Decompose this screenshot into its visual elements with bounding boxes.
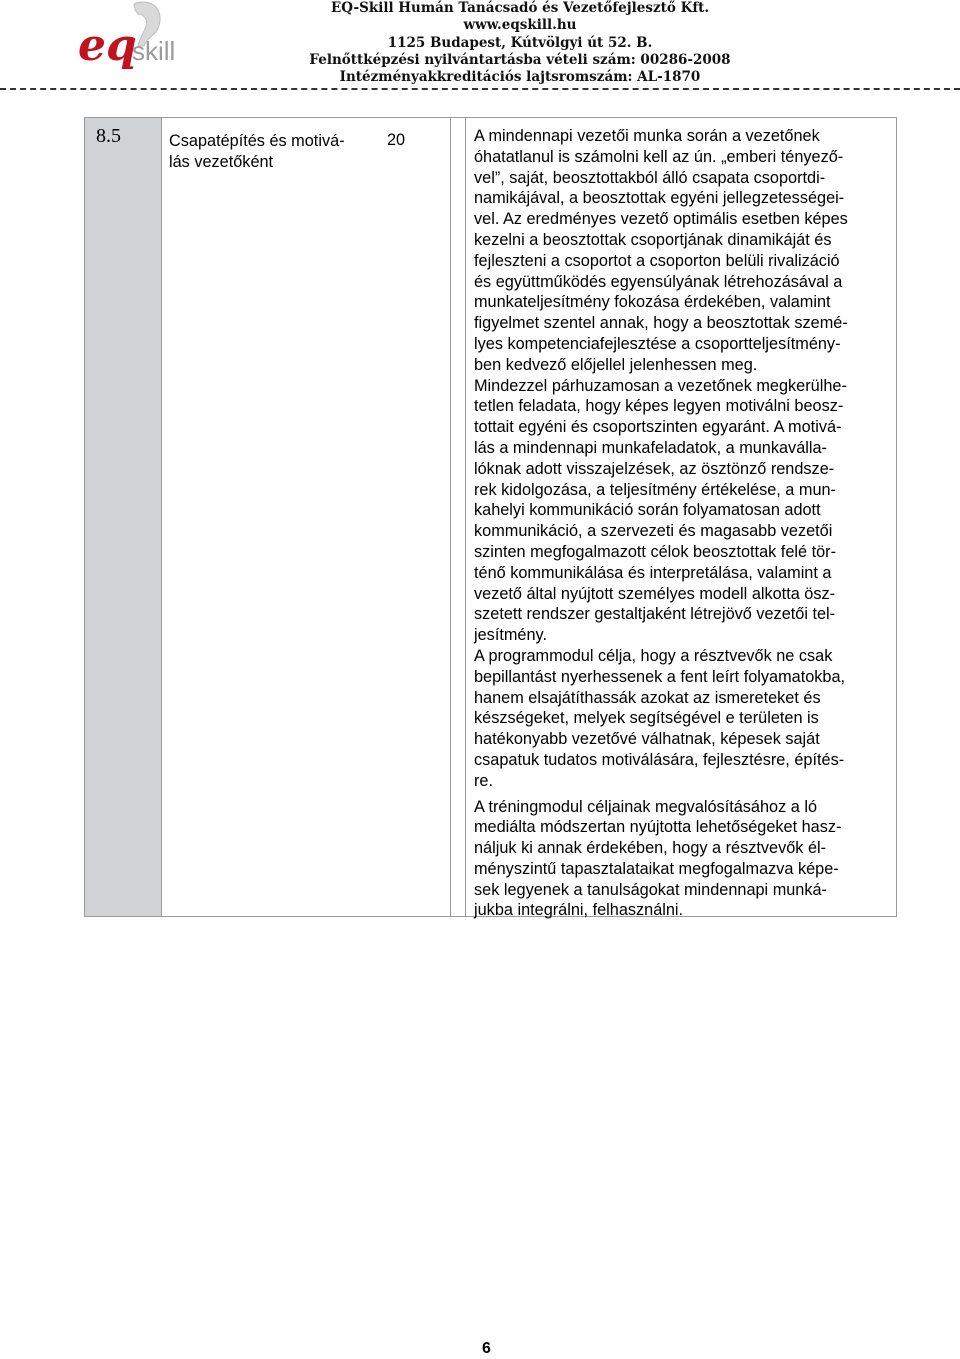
org-registration: Felnőttképzési nyilvántartásba vételi szám: 00286-2008 <box>309 51 731 68</box>
row-hours: 20 <box>387 131 406 149</box>
row-title: Csapatépítés és motivá- lás vezetőként <box>169 132 345 171</box>
org-address: 1125 Budapest, Kútvölgyi út 52. B. <box>387 34 653 51</box>
org-accreditation: Intézményakkreditációs lajtsromszám: AL-1870 <box>339 69 701 86</box>
org-website: www.eqskill.hu <box>463 17 577 34</box>
page-number: 6 <box>482 1340 491 1357</box>
description-paragraph: A programmodul célja, hogy a résztvevők ne csak bepillantást nyerhessenek a fent leírt folyamatokba, hanem elsajátíthassák azokat az ismereteket és készségeket, melyek segítségével e területen is hatékonyabb vezetővé válhatnak, képesek saját csapatuk tudatos motiválására, fejlesztésre, építés- re. <box>474 646 846 790</box>
org-name: EQ-Skill Humán Tanácsadó és Vezetőfejlesztő Kft. <box>330 0 710 16</box>
row-number: 8.5 <box>96 125 121 147</box>
logo-eq-text: eq <box>78 20 137 71</box>
row-number-cell <box>85 118 162 916</box>
row-divider-cell <box>451 118 466 916</box>
description-paragraph: A mindennapi vezetői munka során a vezetőnek óhatatlanul is számolni kell az ún. „emberi tényező- vel”, saját, beosztottakból álló csapata csoportdi- namikájával, a beosztottak egyéni jellegzetességei- vel. Az eredményes vezető optimális esetben képes kezelni a beosztottak csoportjának dinamikáját és fejleszteni a csoportot a csoporton belüli rivalizáció és együttműködés egyensúlyának létrehozásával a munkateljesítmény fokozása érdekében, valamint figyelmet szentel annak, hogy a beosztottak szemé- lyes kompetenciafejlesztése a csoportteljesítmény- ben kedvező előjellel jelenhessen meg. <box>474 127 848 374</box>
row-description <box>474 126 887 921</box>
header-divider <box>0 88 960 90</box>
description-paragraph: Mindezzel párhuzamosan a vezetőnek megkerülhe- tetlen feladata, hogy képes legyen motiválni beosz- tottait egyéni és csoportszinten egyaránt. A motivá- lás a mindennapi munkafeladatok, a munkaválla- lóknak adott visszajelzések, az ösztönző rendsze- rek kidolgozása, a teljesítmény értékelése, a mun- kahelyi kommunikáció során folyamatosan adott kommunikáció, a szervezeti és magasabb vezetői szinten megfogalmazott célok beosztottak felé tör- ténő kommunikálása és interpretálása, valamint a vezető által nyújtott személyes modell alkotta ösz- szetett rendszer gestaltjaként létrejövő vezetői tel- jesítmény. <box>474 376 847 645</box>
logo-skill-text: skill <box>132 36 176 66</box>
eq-skill-logo <box>74 0 194 75</box>
row-title-cell <box>162 118 451 916</box>
description-paragraph: A tréningmodul céljainak megvalósításához a ló mediálta módszertan nyújtotta lehetőségeket hasz- náljuk ki annak érdekében, hogy a résztvevők él- ményszintű tapasztalataikat megfogalmazva képe- sek legyenek a tanulságokat mindennapi munká- jukba integrálni, felhasználni. <box>474 797 842 920</box>
organization-header <box>230 0 810 86</box>
